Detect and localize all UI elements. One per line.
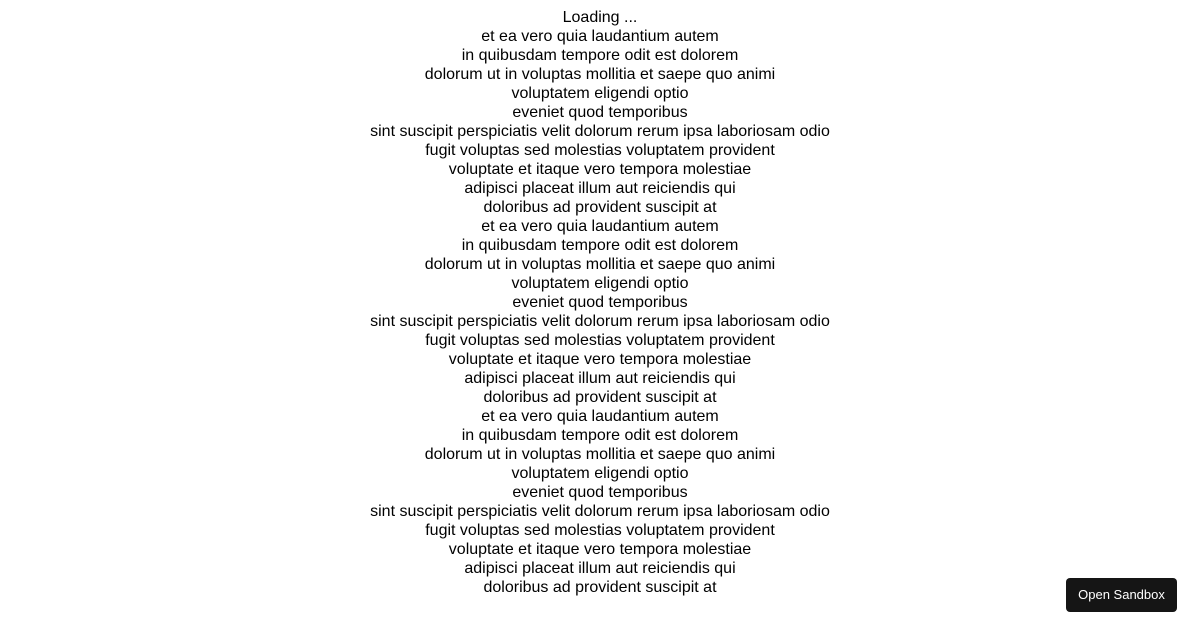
list-item: voluptate et itaque vero tempora molestiae	[448, 541, 752, 558]
content-list	[0, 8, 1200, 597]
list-item: et ea vero quia laudantium autem	[481, 408, 719, 425]
list-item: adipisci placeat illum aut reiciendis qui	[464, 370, 736, 387]
list-item: sint suscipit perspiciatis velit dolorum rerum ipsa laboriosam odio	[370, 503, 830, 520]
list-item: et ea vero quia laudantium autem	[481, 28, 719, 45]
list-item: eveniet quod temporibus	[512, 104, 688, 121]
list-item: dolorum ut in voluptas mollitia et saepe quo animi	[424, 256, 776, 273]
loading-text: Loading ...	[562, 9, 638, 26]
list-item: sint suscipit perspiciatis velit dolorum rerum ipsa laboriosam odio	[370, 123, 830, 140]
list-item: in quibusdam tempore odit est dolorem	[461, 47, 739, 64]
list-item: voluptate et itaque vero tempora molestiae	[448, 351, 752, 368]
list-item: fugit voluptas sed molestias voluptatem provident	[425, 332, 775, 349]
list-item: voluptatem eligendi optio	[511, 85, 689, 102]
list-item: dolorum ut in voluptas mollitia et saepe quo animi	[424, 66, 776, 83]
list-item: doloribus ad provident suscipit at	[483, 579, 717, 596]
list-item: in quibusdam tempore odit est dolorem	[461, 237, 739, 254]
list-item: sint suscipit perspiciatis velit dolorum rerum ipsa laboriosam odio	[370, 313, 830, 330]
list-item: voluptatem eligendi optio	[511, 275, 689, 292]
list-item: eveniet quod temporibus	[512, 294, 688, 311]
list-item: doloribus ad provident suscipit at	[483, 389, 717, 406]
list-item: voluptatem eligendi optio	[511, 465, 689, 482]
list-item: in quibusdam tempore odit est dolorem	[461, 427, 739, 444]
list-item: adipisci placeat illum aut reiciendis qui	[464, 560, 736, 577]
list-item: dolorum ut in voluptas mollitia et saepe quo animi	[424, 446, 776, 463]
open-sandbox-button[interactable]: Open Sandbox	[1066, 578, 1177, 612]
list-item: eveniet quod temporibus	[512, 484, 688, 501]
list-item: adipisci placeat illum aut reiciendis qui	[464, 180, 736, 197]
list-item: voluptate et itaque vero tempora molestiae	[448, 161, 752, 178]
list-item: fugit voluptas sed molestias voluptatem provident	[425, 142, 775, 159]
list-item: fugit voluptas sed molestias voluptatem provident	[425, 522, 775, 539]
list-item: et ea vero quia laudantium autem	[481, 218, 719, 235]
list-item: doloribus ad provident suscipit at	[483, 199, 717, 216]
